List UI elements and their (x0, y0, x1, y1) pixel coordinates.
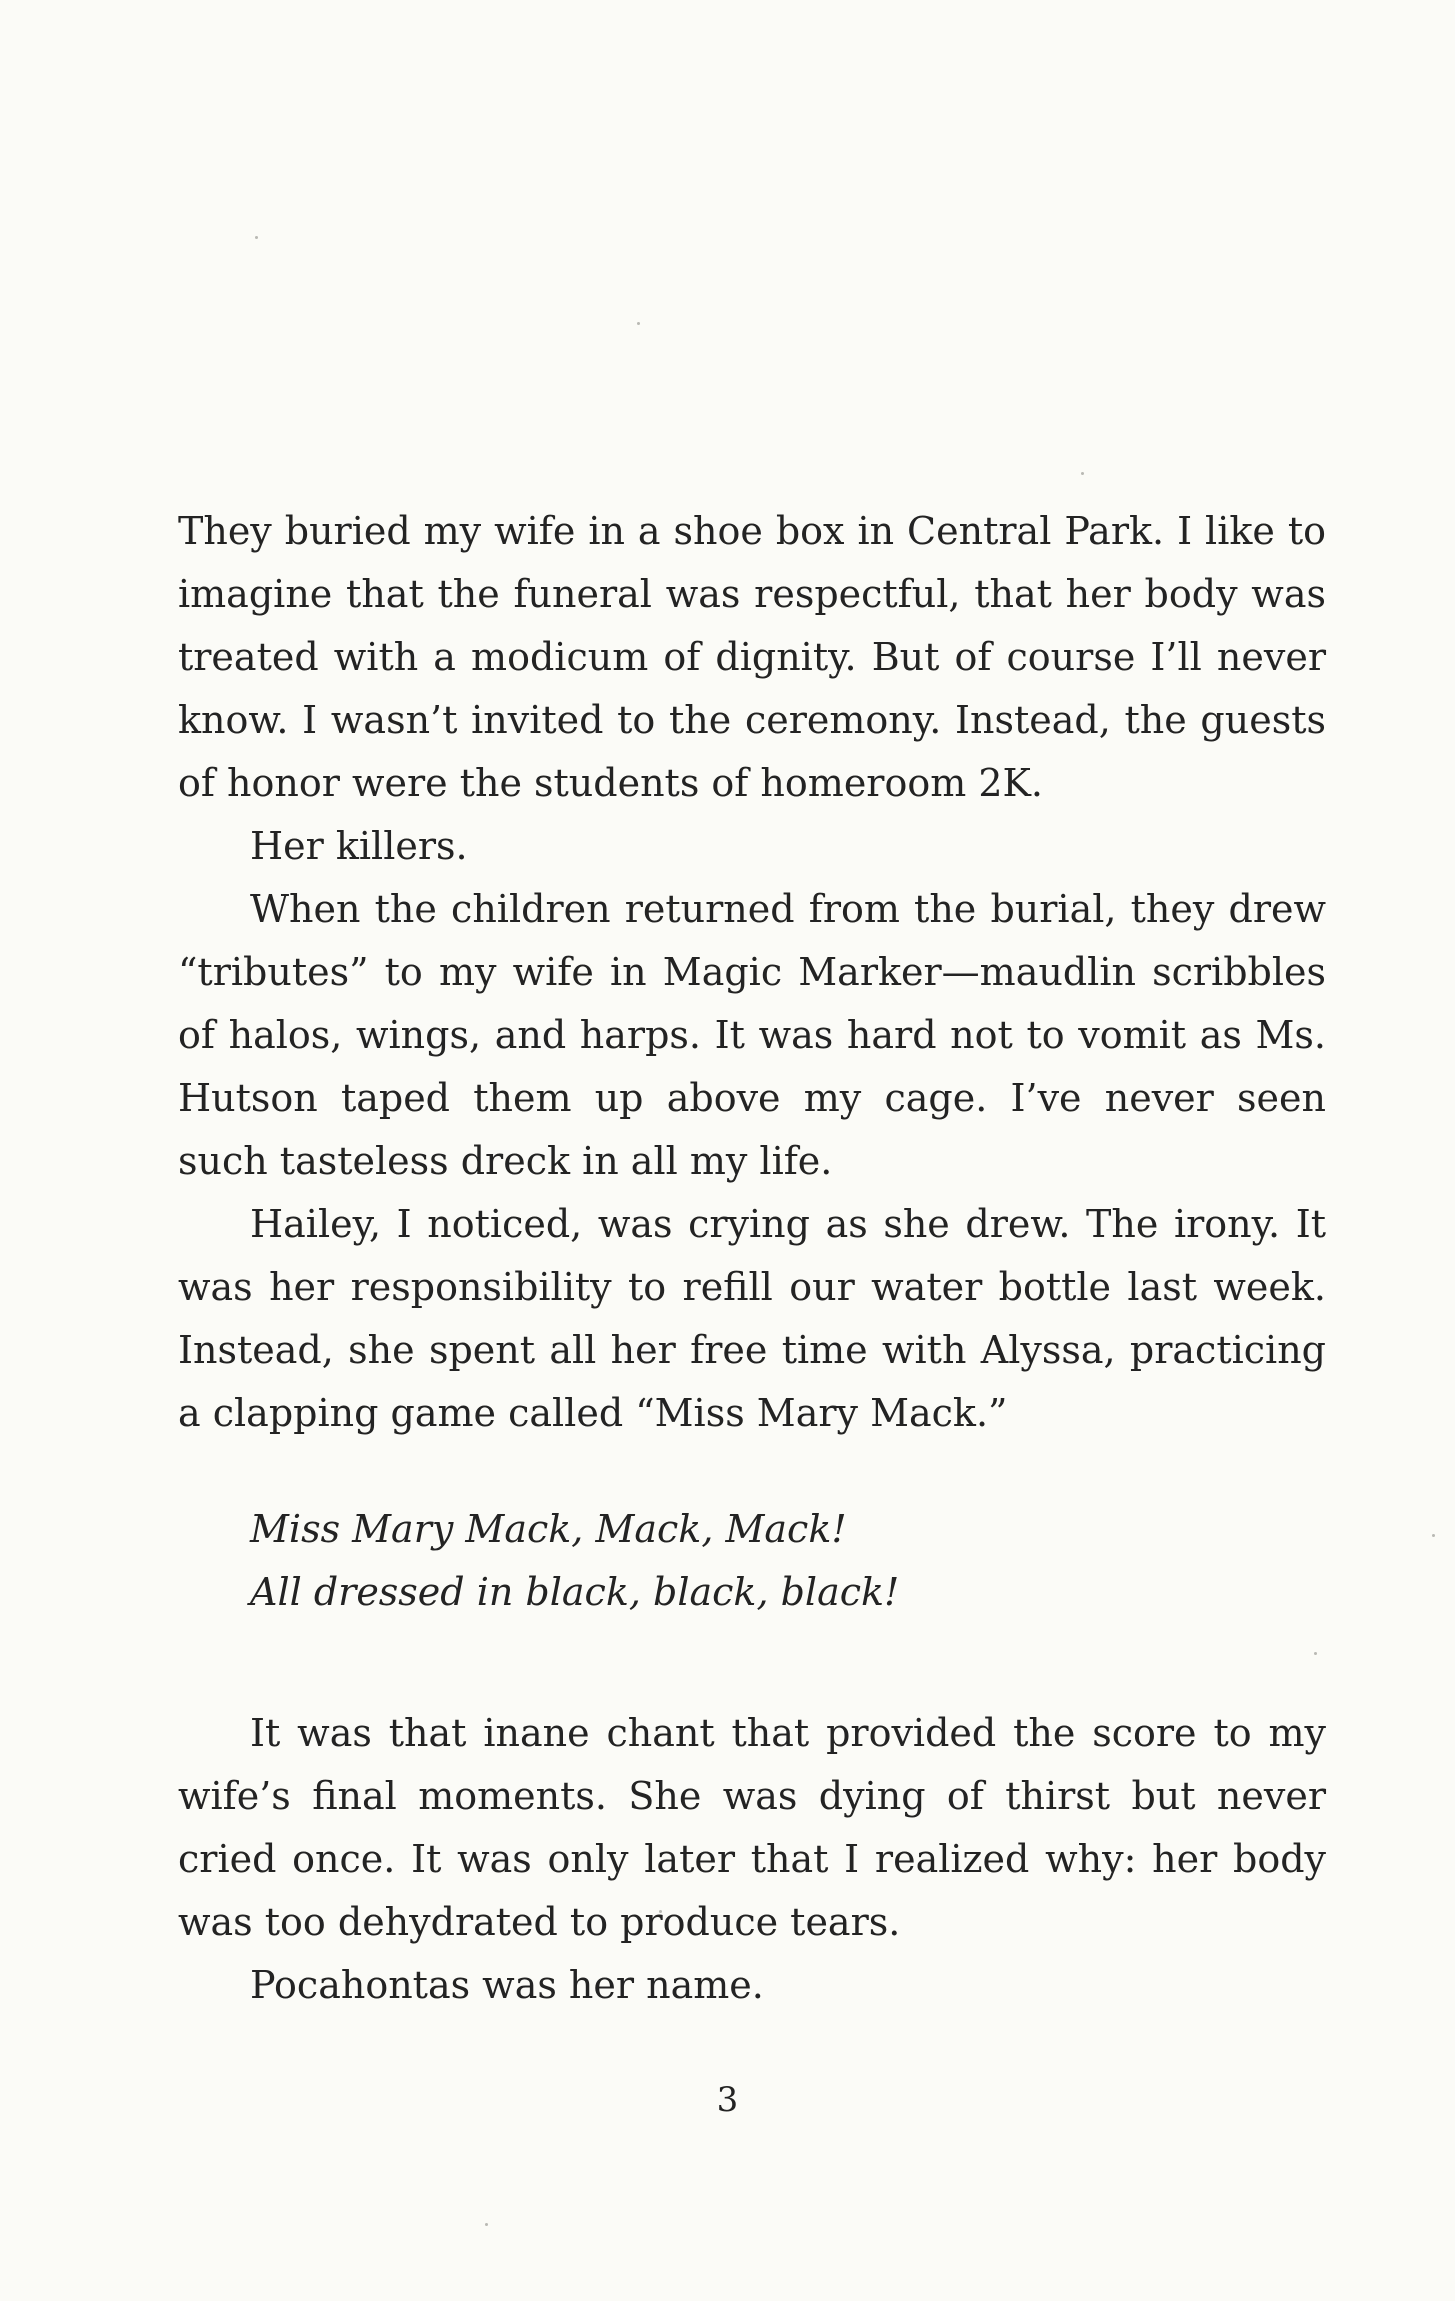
paragraph-hailey: Hailey, I noticed, was crying as she drew. The irony. It was her responsibility to refill our water bottle last week. Instead, she spent all her free time with Alyssa, practicing a clapping game called “Miss Mary Mack.” (178, 1202, 1326, 1435)
verse-line: All dressed in black, black, black! (250, 1570, 900, 1614)
paper-speck (255, 236, 258, 239)
paragraph-final-moments: It was that inane chant that provided the score to my wife’s final moments. She was dying of thirst but never cried once. It was only later that I realized why: her body was too dehydrated to produce tears. (178, 1711, 1326, 1944)
paragraph-killers: Her killers. (250, 824, 468, 868)
paper-speck (485, 2223, 488, 2226)
paragraph-name: Pocahontas was her name. (250, 1963, 764, 2007)
verse-line: Miss Mary Mack, Mack, Mack! (250, 1507, 847, 1551)
verse-block (250, 1498, 899, 1624)
paper-speck (637, 322, 640, 325)
paper-speck (1314, 1652, 1317, 1655)
paper-speck (1081, 472, 1084, 475)
paragraph-tributes: When the children returned from the burial, they drew “tributes” to my wife in Magic Marker—maudlin scribbles of halos, wings, and harps. It was hard not to vomit as Ms. Hutson taped them up above my cage. I’ve never seen such tasteless dreck in all my life. (178, 887, 1326, 1183)
page-number: 3 (716, 2080, 739, 2120)
paragraph-burial: They buried my wife in a shoe box in Central Park. I like to imagine that the funeral was respectful, that her body was treated with a modicum of dignity. But of course I’ll never know. I wasn’t invited to the ceremony. Instead, the guests of honor were the students of homeroom 2K. (178, 509, 1326, 805)
paper-speck (1432, 1534, 1435, 1537)
